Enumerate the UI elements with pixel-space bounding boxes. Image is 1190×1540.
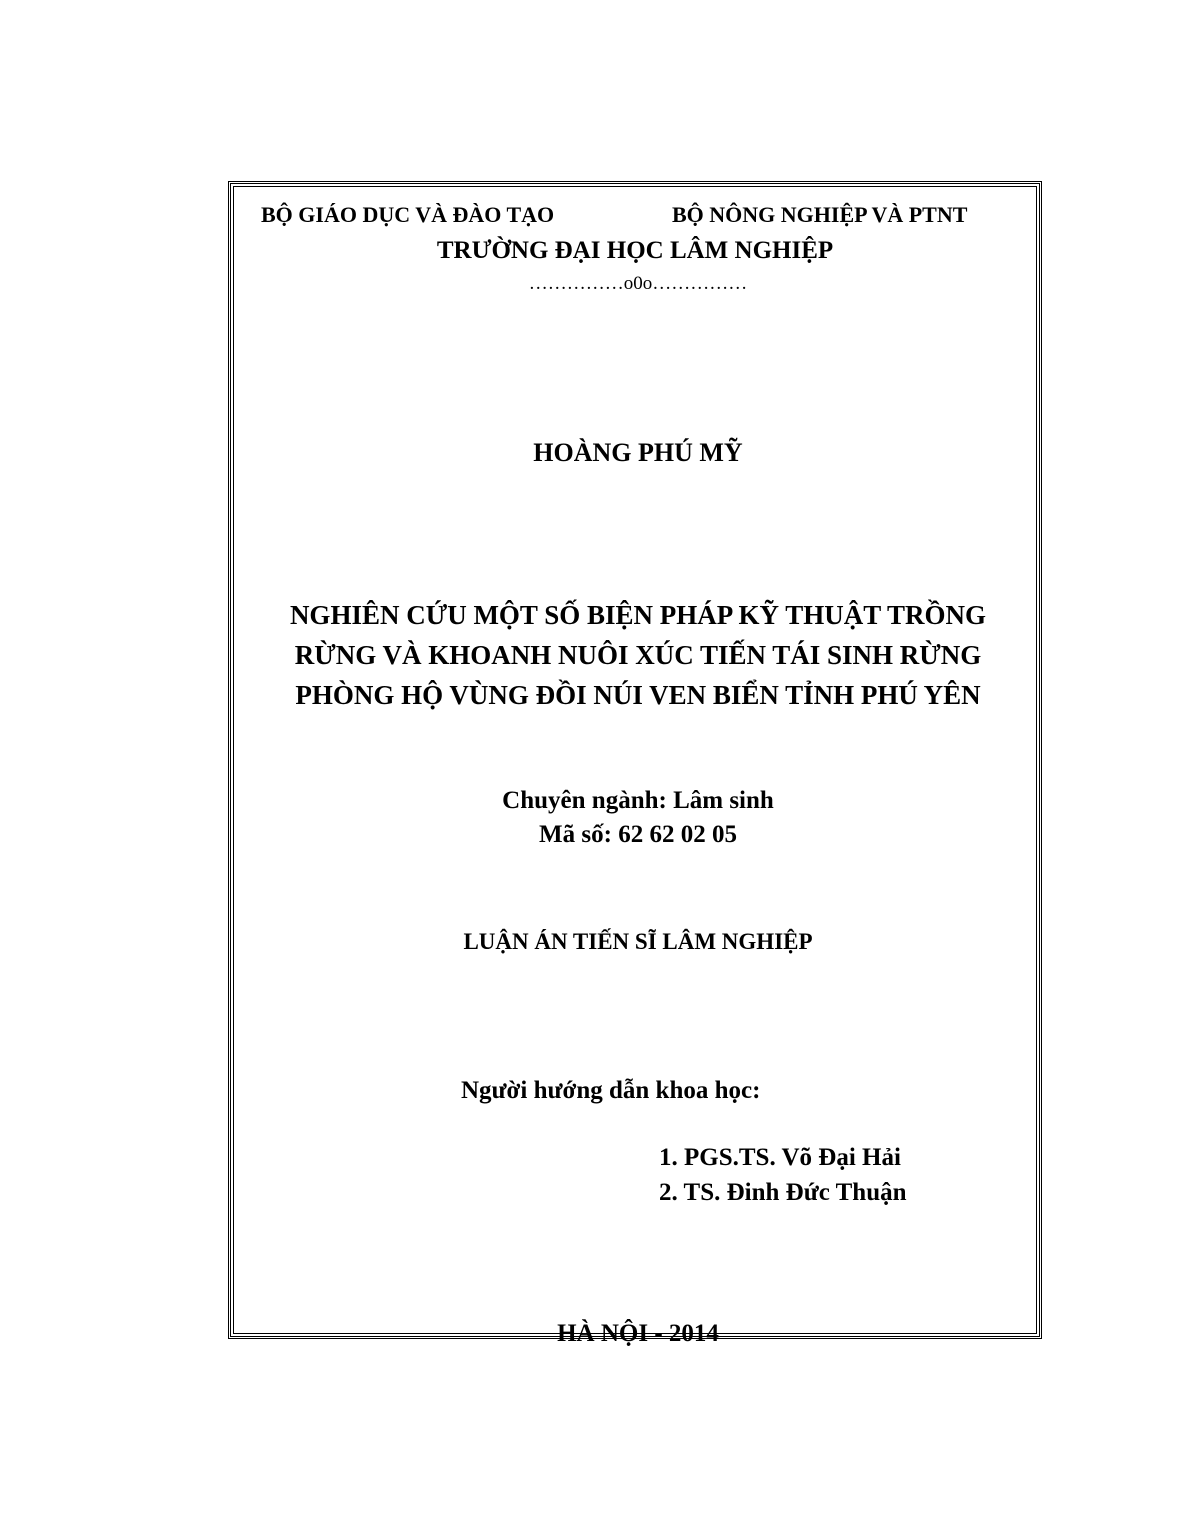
thesis-title-line-2: RỪNG VÀ KHOANH NUÔI XÚC TIẾN TÁI SINH RỪNG [294, 640, 982, 670]
thesis-title-line-1: NGHIÊN CỨU MỘT SỐ BIỆN PHÁP KỸ THUẬT TRỒNG [289, 600, 987, 630]
ministry-agriculture: BỘ NÔNG NGHIỆP VÀ PTNT [672, 202, 968, 227]
author-name: HOÀNG PHÚ MỸ [533, 438, 743, 467]
degree-type: LUẬN ÁN TIẾN SĨ LÂM NGHIỆP [463, 929, 813, 954]
major-field: Chuyên ngành: Lâm sinh [502, 787, 774, 814]
thesis-title-line-3: PHÒNG HỘ VÙNG ĐỒI NÚI VEN BIỂN TỈNH PHÚ YÊN [295, 680, 981, 710]
place-and-year: HÀ NỘI - 2014 [557, 1320, 719, 1347]
major-code: Mã số: 62 62 02 05 [539, 821, 737, 848]
supervisor-2: 2. TS. Đinh Đức Thuận [659, 1179, 907, 1206]
header-separator: ……………o0o…………… [528, 273, 748, 294]
ministry-education: BỘ GIÁO DỤC VÀ ĐÀO TẠO [261, 202, 555, 227]
page-border-inner [233, 186, 1037, 1334]
supervisor-heading: Người hướng dẫn khoa học: [461, 1077, 761, 1104]
supervisor-1: 1. PGS.TS. Võ Đại Hải [659, 1144, 901, 1171]
university-name: TRƯỜNG ĐẠI HỌC LÂM NGHIỆP [436, 237, 834, 264]
